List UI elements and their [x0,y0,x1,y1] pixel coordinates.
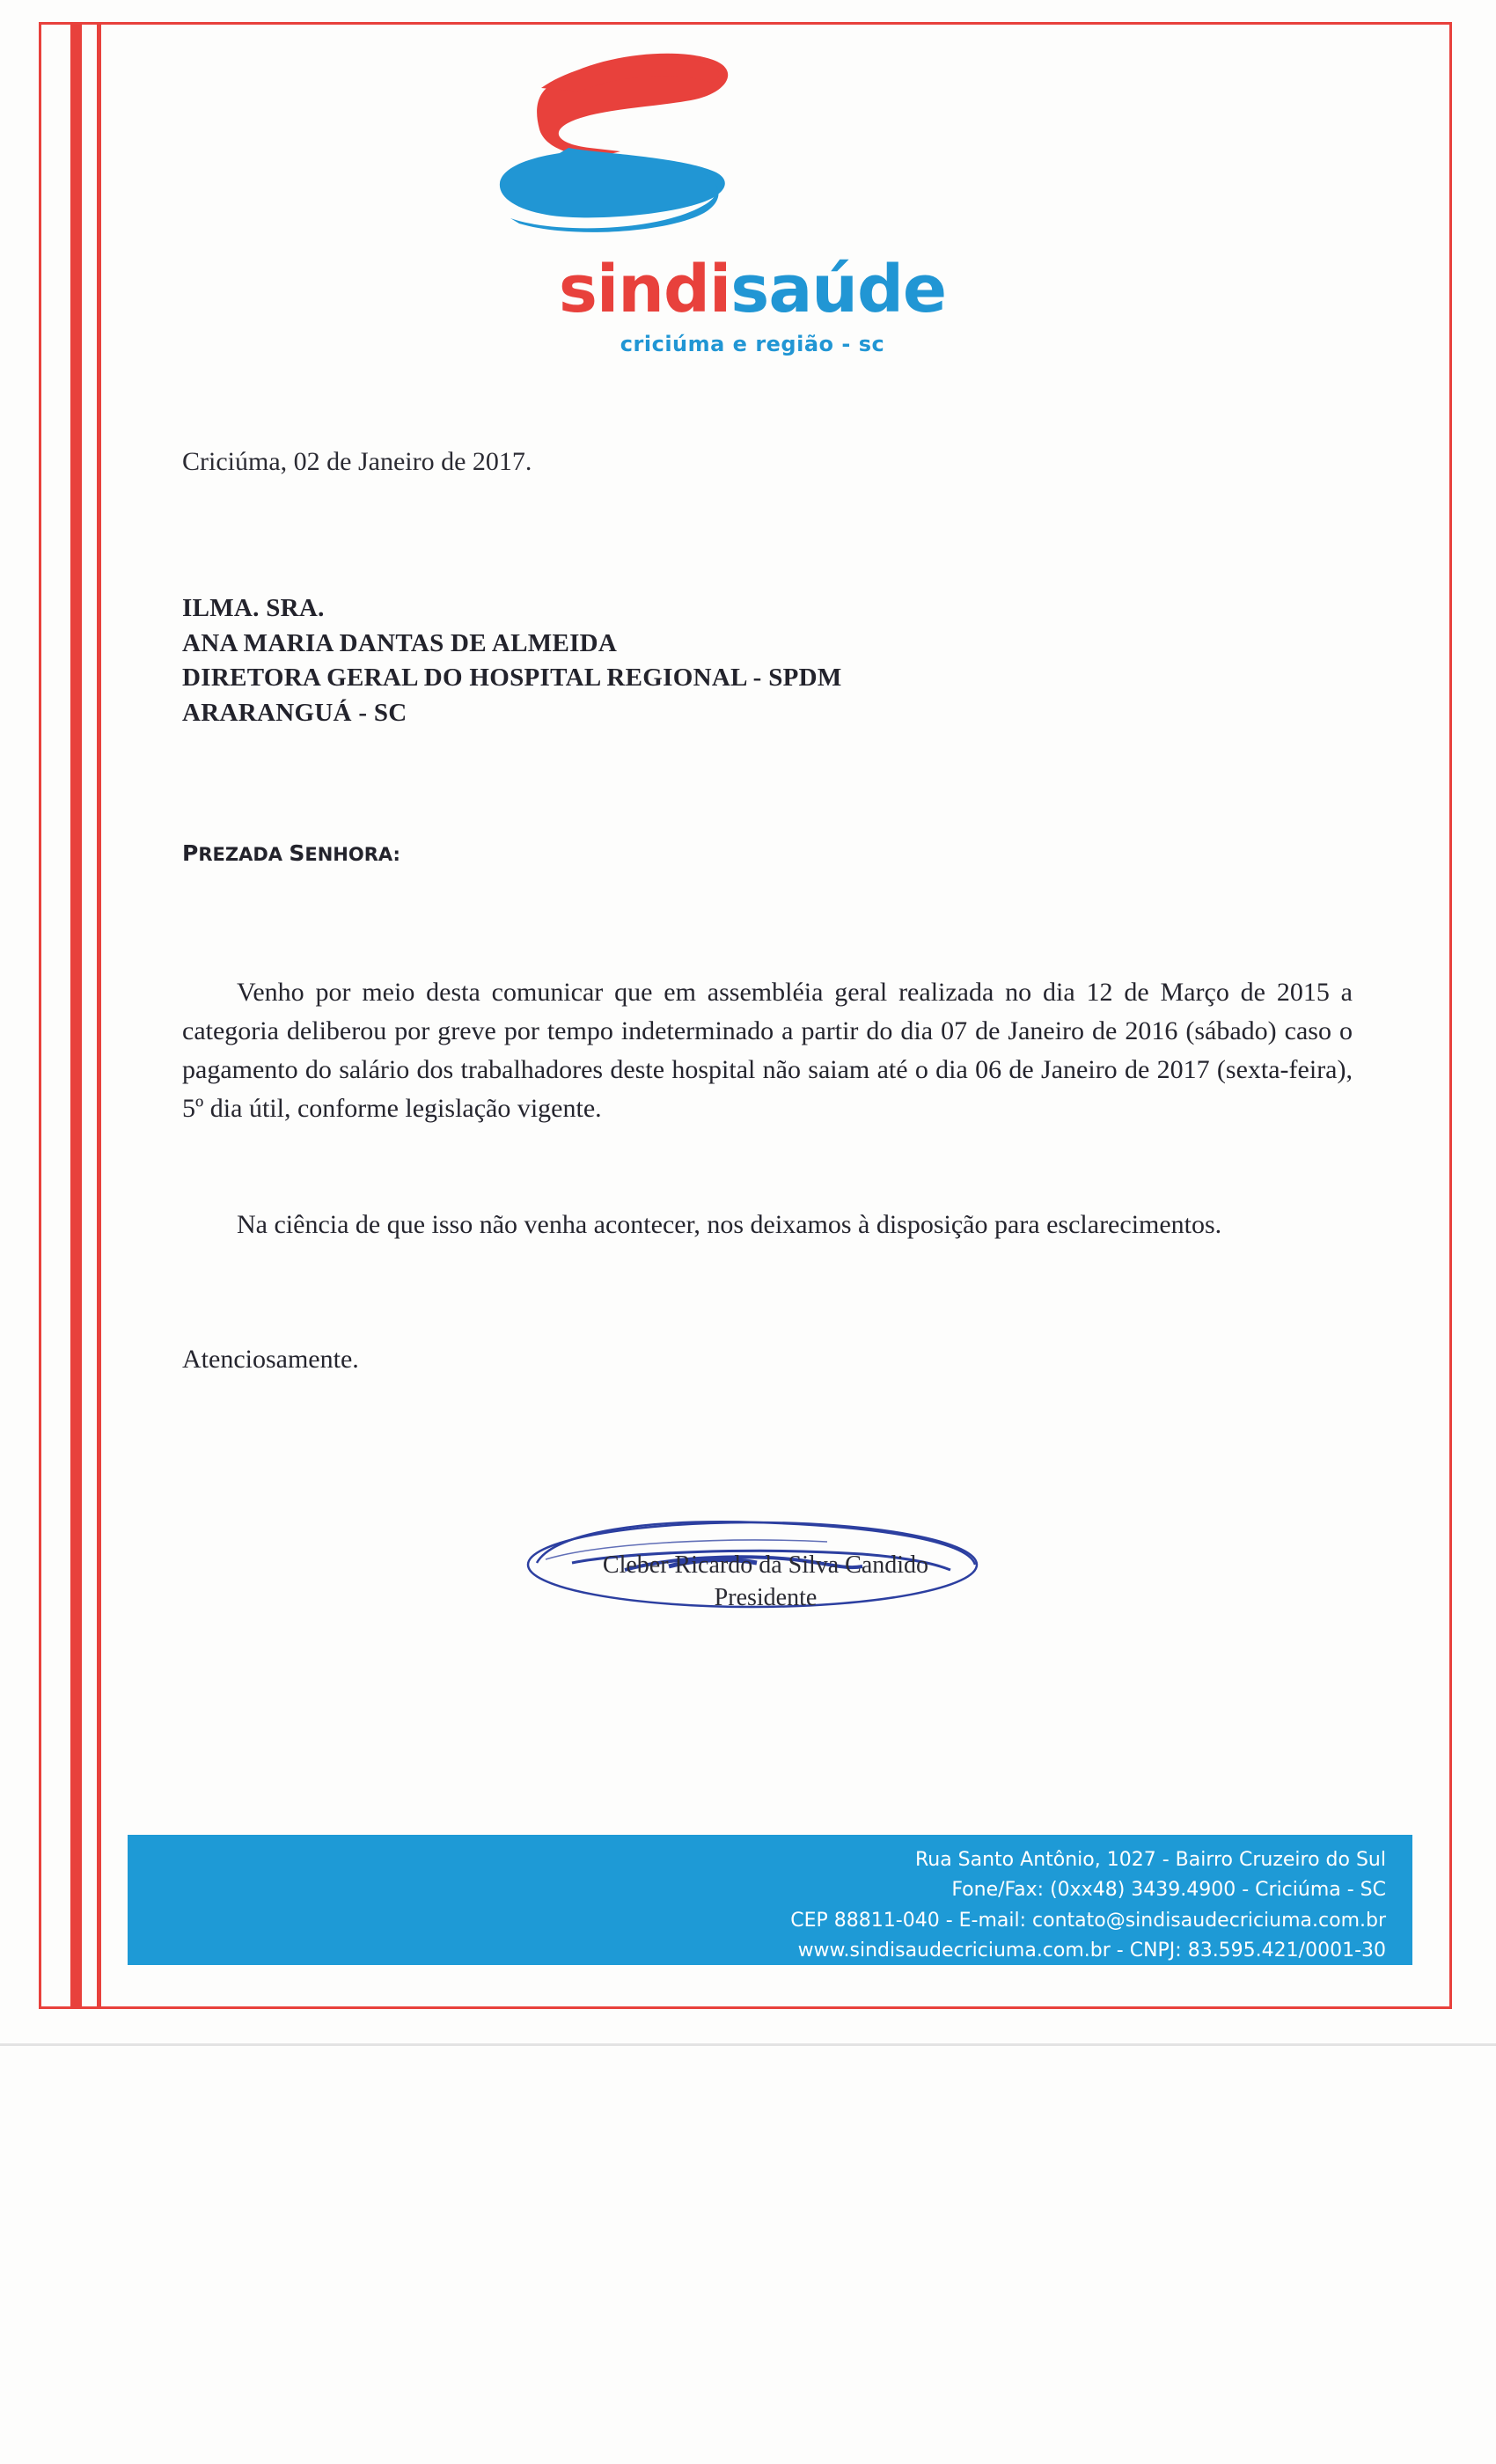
recipient-line-4: ARARANGUÁ - SC [182,699,407,728]
logo-subtitle: criciúma e região - sc [620,332,885,356]
closing-line: Atenciosamente. [182,1345,359,1374]
recipient-block [182,591,842,731]
signature-block [493,1478,1038,1654]
salutation-text-1: REZADA [198,844,290,865]
recipient-line-1: ILMA. SRA. [182,594,325,622]
footer-line-website: www.sindisaudecriciuma.com.br - CNPJ: 83.595.421/0001-30 [797,1939,1386,1962]
left-accent-bar-thick [70,22,82,2009]
logo-word-sindi: sindi [558,252,731,327]
left-accent-bar-thin [97,22,101,2009]
logo-swoosh-icon [458,46,1021,266]
page-bottom-edge [0,2043,1496,2046]
footer-contact-band [128,1835,1412,1965]
footer-line-phone: Fone/Fax: (0xx48) 3439.4900 - Criciúma - SC [951,1879,1386,1902]
signature-role: Presidente [714,1584,818,1611]
salutation-cap-1: P [182,840,199,866]
date-line: Criciúma, 02 de Janeiro de 2017. [182,447,532,476]
sindisaude-logo [458,46,1021,389]
recipient-line-2: ANA MARIA DANTAS DE ALMEIDA [182,628,618,657]
footer-line-address: Rua Santo Antônio, 1027 - Bairro Cruzeiro do Sul [914,1849,1386,1871]
footer-line-email: CEP 88811-040 - E-mail: contato@sindisaudecriciuma.com.br [790,1909,1386,1932]
logo-wordmark [488,252,1016,327]
recipient-line-3: DIRETORA GERAL DO HOSPITAL REGIONAL - SPDM [182,664,842,693]
body-paragraph-1: Venho por meio desta comunicar que em assembléia geral realizada no dia 12 de Março de 2015 a categoria deliberou por greve por tempo indeterminado a partir do dia 07 de Janeiro de 2016 (sábado) caso o pagamento do salário dos trabalhadores deste hospital não saiam até o dia 06 de Janeiro de 2017 (sexta-feira), 5º dia útil, conforme legislação vigente. [182,978,1353,1124]
body-paragraph-2: Na ciência de que isso não venha acontecer, nos deixamos à disposição para esclarecimentos. [237,1210,1222,1239]
signature-name: Cleber Ricardo da Silva Candido [602,1551,929,1579]
salutation-text-2: ENHORA: [304,844,400,865]
footer-contact-text [154,1845,1386,1966]
salutation-cap-2: S [289,840,305,866]
salutation [182,840,400,866]
logo-word-saude: saúde [730,252,947,327]
